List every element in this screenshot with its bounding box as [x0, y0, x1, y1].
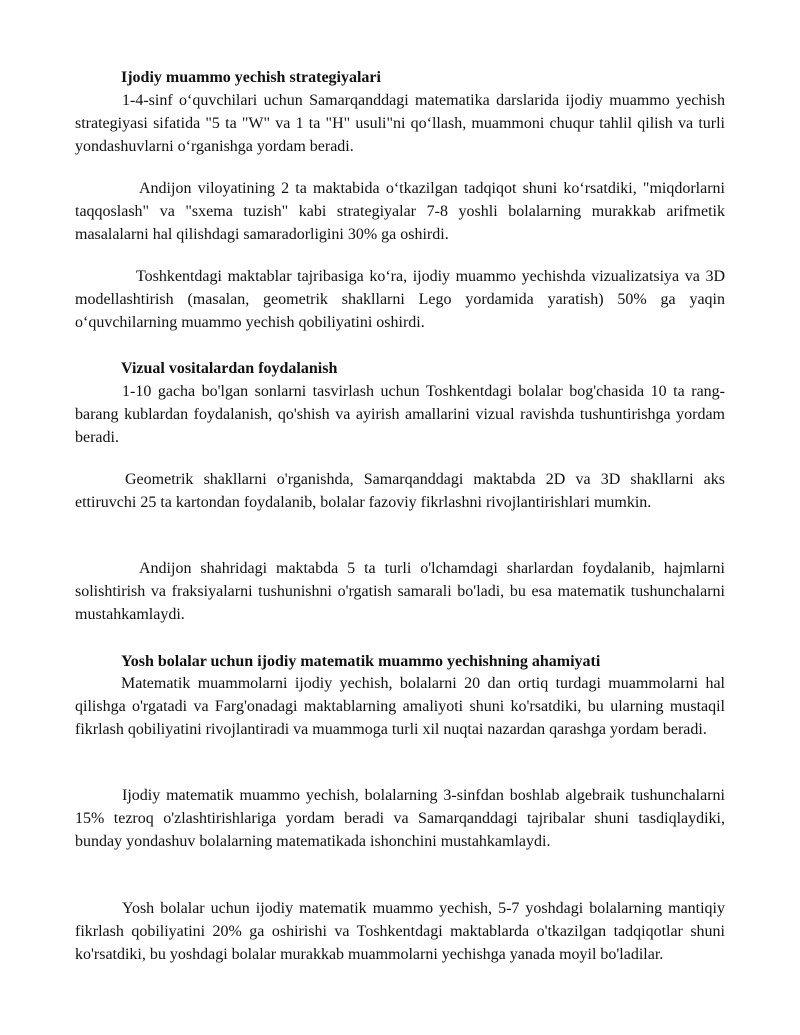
- paragraph-visual-2: Geometrik shakllarni o'rganishda, Samarqanddagi maktabda 2D va 3D shakllarni aks ettiruvchi 25 ta kartondan foydalanib, bolalar fazoviy fikrlashni rivojlantirishlari mumkin.: [75, 471, 725, 511]
- section-heading-strategies: Ijodiy muammo yechish strategiyalari: [121, 69, 381, 86]
- paragraph-strategies-1: 1-4-sinf o‘quvchilari uchun Samarqanddagi matematika darslarida ijodiy muammo yechish strategiyasi sifatida "5 ta "W" va 1 ta "H" usuli"ni qo‘llash, muammoni chuqur tahlil qilish va turli yondashuvlarni o‘rganishga yordam beradi.: [75, 92, 725, 155]
- paragraph-importance-3: Yosh bolalar uchun ijodiy matematik muammo yechish, 5-7 yoshdagi bolalarning mantiqiy fikrlash qobiliyatini 20% ga oshirishi va Toshkentdagi maktablarda o'tkazilgan tadqiqotlar shuni ko'rsatdiki, bu yoshdagi bolalar murakkab muammolarni yechishga yanada moyil bo'ladilar.: [75, 900, 725, 963]
- paragraph-strategies-3: Toshkentdagi maktablar tajribasiga ko‘ra, ijodiy muammo yechishda vizualizatsiya va 3D modellashtirish (masalan, geometrik shakllarni Lego yordamida yaratish) 50% ga yaqin o‘quvchilarning muammo yechish qobiliyatini oshirdi.: [75, 268, 725, 331]
- section-heading-importance: Yosh bolalar uchun ijodiy matematik muammo yechishning ahamiyati: [121, 653, 601, 670]
- paragraph-importance-2: Ijodiy matematik muammo yechish, bolalarning 3-sinfdan boshlab algebraik tushunchalarni 15% tezroq o'zlashtirishlariga yordam beradi va Samarqanddagi tajribalar shuni tasdiqlaydiki, bunday yondashuv bolalarning matematikada ishonchini mustahkamlaydi.: [75, 787, 725, 850]
- paragraph-visual-1: 1-10 gacha bo'lgan sonlarni tasvirlash uchun Toshkentdagi bolalar bog'chasida 10 ta rang-barang kublardan foydalanish, qo'shish va ayirish amallarini vizual ravishda tushuntirishga yordam beradi.: [75, 383, 725, 446]
- paragraph-visual-3: Andijon shahridagi maktabda 5 ta turli o'lchamdagi sharlardan foydalanib, hajmlarni solishtirish va fraksiyalarni tushunishni o'rgatish samarali bo'ladi, bu esa matematik tushunchalarni mustahkamlaydi.: [75, 560, 725, 623]
- section-heading-visual-tools: Vizual vositalardan foydalanish: [121, 360, 338, 377]
- paragraph-importance-1: Matematik muammolarni ijodiy yechish, bolalarni 20 dan ortiq turdagi muammolarni hal qilishga o'rgatadi va Farg'onadagi maktablarning amaliyoti shuni ko'rsatdiki, bu ularning mustaqil fikrlash qobiliyatini rivojlantiradi va muammoga turli xil nuqtai nazardan qarashga yordam beradi.: [75, 675, 725, 738]
- paragraph-strategies-2: Andijon viloyatining 2 ta maktabida o‘tkazilgan tadqiqot shuni ko‘rsatdiki, "miqdorlarni taqqoslash" va "sxema tuzish" kabi strategiyalar 7-8 yoshli bolalarning murakkab arifmetik masalalarni hal qilishdagi samaradorligini 30% ga oshirdi.: [75, 180, 725, 243]
